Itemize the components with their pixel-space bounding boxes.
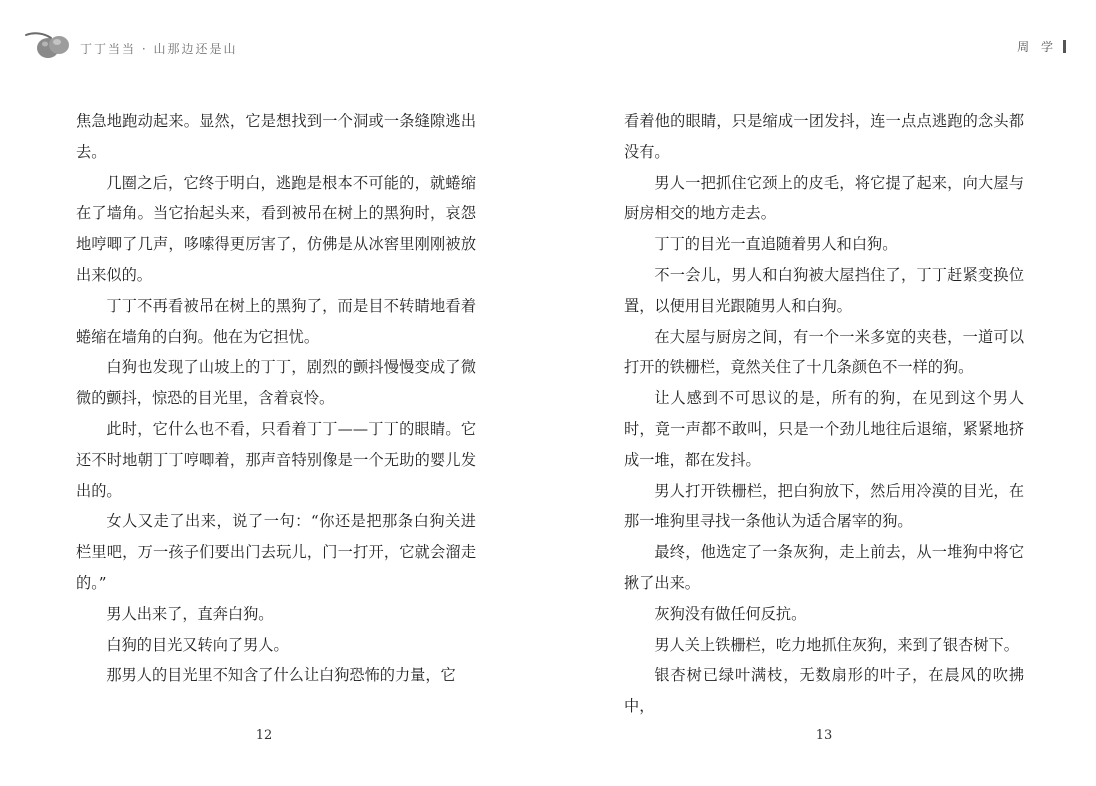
paragraph: 白狗的目光又转向了男人。 [106,635,289,654]
page-number-right: 13 [815,728,833,743]
publisher-mark: 周 学 [1017,40,1057,54]
paragraph: 几圈之后，它终于明白，逃跑是根本不可能的，就蜷缩在了墙角。当它抬起头来，看到被吊在树上的黑狗时，哀怨地哼唧了几声，哆嗦得更厉害了，仿佛是从冰窖里刚刚被放出来似的。 [76,173,476,284]
series-title: 丁丁当当 · 山那边还是山 [80,41,238,56]
paragraph: 焦急地跑动起来。显然，它是想找到一个洞或一条缝隙逃出去。 [76,112,476,161]
paragraph: 男人出来了，直奔白狗。 [106,604,274,623]
header-bar-icon [1063,40,1066,53]
paragraph: 女人又走了出来，说了一句：“你还是把那条白狗关进栏里吧，万一孩子们要出门去玩儿，门一打开，它就会溜走的。” [76,512,476,592]
paragraph: 男人打开铁栅栏，把白狗放下，然后用冷漠的目光，在那一堆狗里寻找一条他认为适合屠宰的狗。 [624,481,1024,531]
running-header-right [1017,38,1066,55]
running-header-left [24,28,237,64]
gourd-logo-icon [24,29,74,63]
paragraph: 看着他的眼睛，只是缩成一团发抖，连一点点逃跑的念头都没有。 [624,112,1024,161]
paragraph: 那男人的目光里不知含了什么让白狗恐怖的力量，它 [106,666,456,685]
page-number-left: 12 [255,728,273,743]
paragraph: 男人关上铁栅栏，吃力地抓住灰狗，来到了银杏树下。 [654,635,1019,654]
paragraph: 在大屋与厨房之间，有一个一米多宽的夹巷，一道可以打开的铁栅栏，竟然关住了十几条颜色不一样的狗。 [624,327,1024,377]
right-page-body [624,106,1024,722]
paragraph: 最终，他选定了一条灰狗，走上前去，从一堆狗中将它揪了出来。 [624,543,1024,592]
paragraph: 让人感到不可思议的是，所有的狗，在见到这个男人时，竟一声都不敢叫，只是一个劲儿地往后退缩，紧紧地挤成一堆，都在发抖。 [624,389,1024,469]
paragraph: 丁丁的目光一直追随着男人和白狗。 [654,235,898,254]
left-page-body [76,106,476,691]
paragraph: 银杏树已绿叶满枝，无数扇形的叶子，在晨风的吹拂中， [624,666,1024,716]
paragraph: 男人一把抓住它颈上的皮毛，将它提了起来，向大屋与厨房相交的地方走去。 [624,173,1024,223]
paragraph: 此时，它什么也不看，只看着丁丁——丁丁的眼睛。它还不时地朝丁丁哼唧着，那声音特别像是一个无助的婴儿发出的。 [76,419,476,500]
paragraph: 灰狗没有做任何反抗。 [654,604,807,623]
paragraph: 白狗也发现了山坡上的丁丁，剧烈的颤抖慢慢变成了微微的颤抖，惊恐的目光里，含着哀怜。 [76,358,476,408]
paragraph: 不一会儿，男人和白狗被大屋挡住了，丁丁赶紧变换位置，以便用目光跟随男人和白狗。 [624,265,1024,315]
paragraph: 丁丁不再看被吊在树上的黑狗了，而是目不转睛地看着蜷缩在墙角的白狗。他在为它担忧。 [76,296,476,346]
